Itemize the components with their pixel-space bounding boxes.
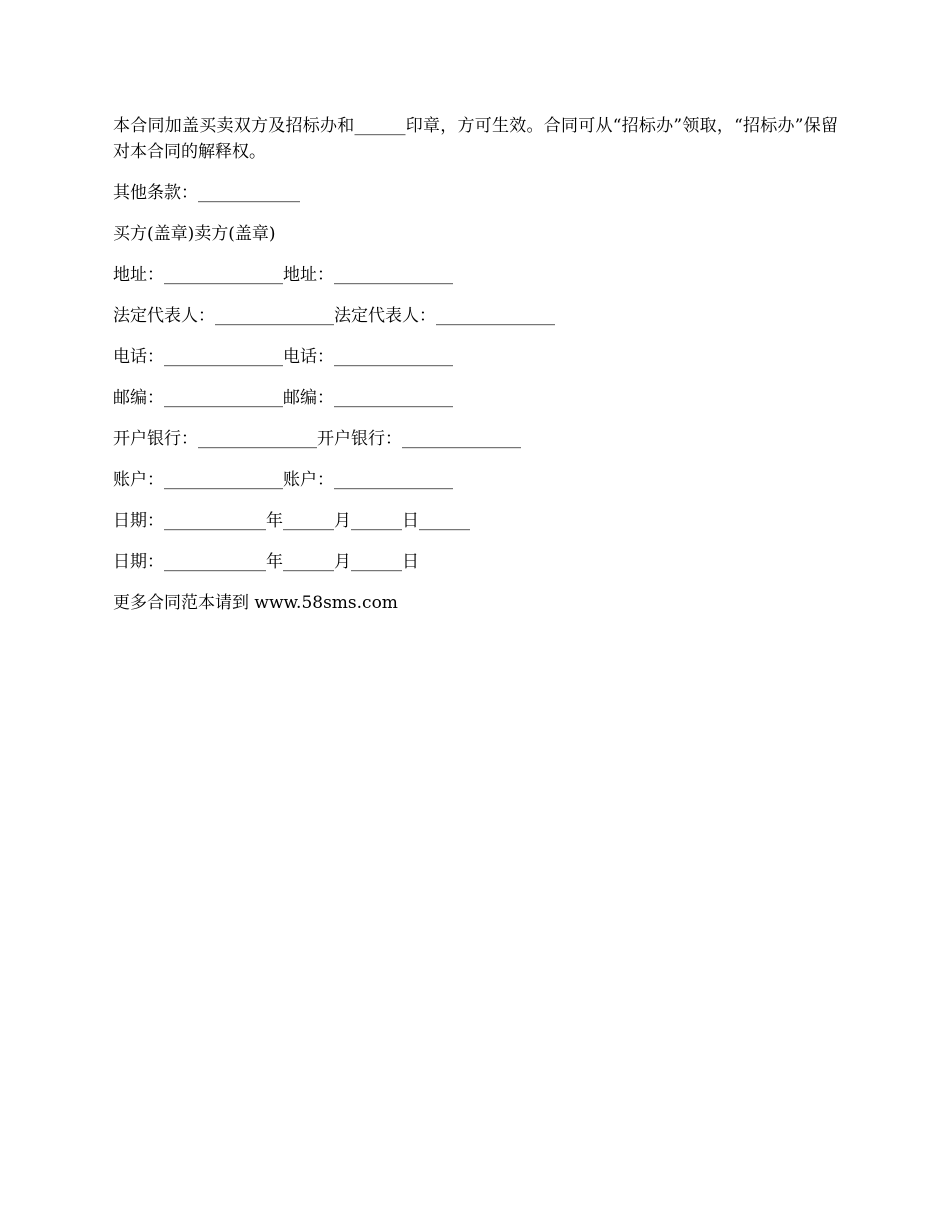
effectiveness-clause: 本合同加盖买卖双方及招标办和______印章，方可生效。合同可从“招标办”领取，“招标办”保留对本合同的解释权。: [113, 116, 838, 162]
bank-line: 开户银行：______________开户银行：______________: [113, 429, 521, 449]
legal-representative-line: 法定代表人：______________法定代表人：______________: [113, 306, 555, 326]
postcode-line: 邮编：______________邮编：______________: [113, 388, 453, 408]
account-line: 账户：______________账户：______________: [113, 470, 453, 490]
date-line-2: 日期：____________年______月______日: [113, 552, 419, 572]
document-body: [113, 113, 838, 631]
seal-line: 买方(盖章)卖方(盖章): [113, 224, 276, 244]
address-line: 地址：______________地址：______________: [113, 265, 453, 285]
other-terms-line: 其他条款：____________: [113, 183, 300, 203]
more-templates-line: 更多合同范本请到 www.58sms.com: [113, 593, 398, 613]
date-line-1: 日期：____________年______月______日______: [113, 511, 470, 531]
phone-line: 电话：______________电话：______________: [113, 347, 453, 367]
